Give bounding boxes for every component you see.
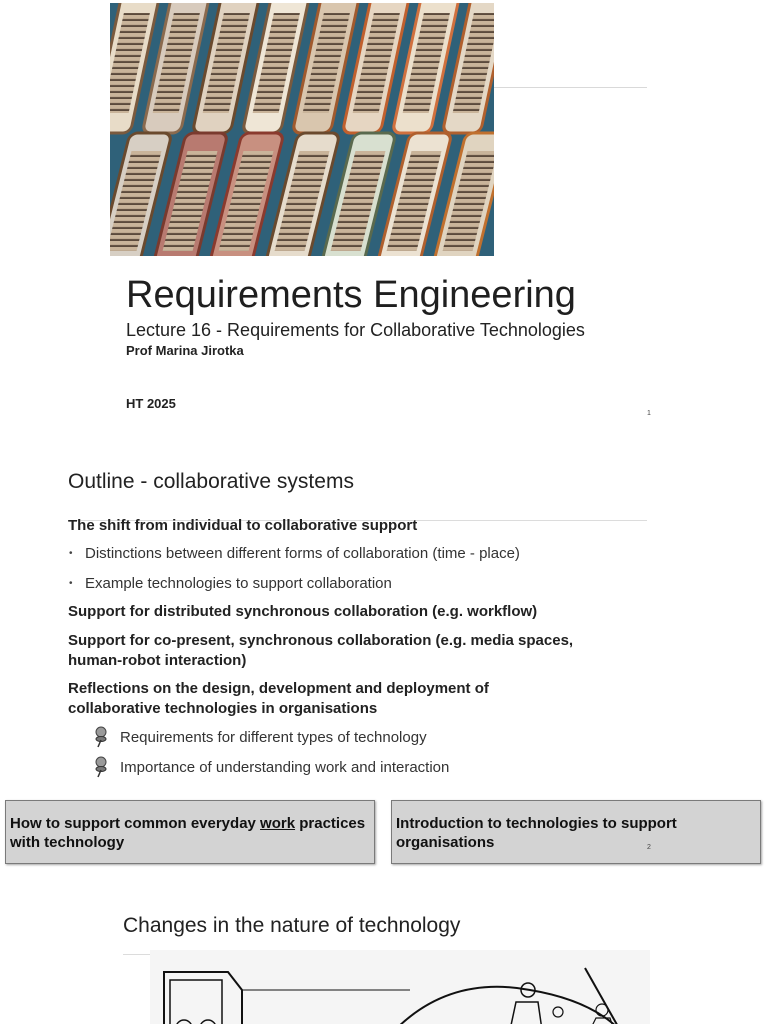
pin-bullet-text: Requirements for different types of technology [120,729,427,746]
sketch-illustration [150,950,650,1024]
pin-bullet [68,728,658,748]
bullet-dot-icon: • [69,578,73,589]
page-number: 2 [647,844,651,851]
pushpin-icon [93,756,109,784]
pin-bullet-text: Importance of understanding work and interaction [120,759,450,776]
punts-photo [110,3,494,256]
outline-list [68,516,658,778]
callout-text: How to support common everyday [10,815,261,832]
outline-heading: The shift from individual to collaborative support [68,517,418,534]
lecture-subtitle: Lecture 16 - Requirements for Collaborative Technologies [126,320,585,340]
presentation-title: Requirements Engineering [126,274,576,316]
slide-title: Changes in the nature of technology [123,914,461,937]
bullet-text: Example technologies to support collaboration [85,575,392,592]
outline-heading: Support for co-present, synchronous collaboration (e.g. media spaces, [68,632,574,649]
term-label: HT 2025 [126,396,176,411]
outline-heading: collaborative technologies in organisations [68,700,378,717]
line-drawing-image [150,950,650,1024]
page-number: 1 [647,410,651,417]
slide-outline [0,432,768,872]
callout-box-work-practices [5,800,375,864]
callout-underlined: work [260,815,296,832]
outline-heading: Support for distributed synchronous collaboration (e.g. workflow) [68,603,538,620]
callout-text: Introduction to technologies to support organisations [396,815,677,851]
bullet-dot-icon: • [69,548,73,559]
outline-bullet [68,574,658,594]
bullet-text: Distinctions between different forms of collaboration (time - place) [85,545,520,562]
pin-bullet [68,758,658,778]
outline-bullet [68,544,658,564]
header-rule [494,87,647,88]
callout-box-organisations [391,800,761,864]
outline-heading: human-robot interaction) [68,652,247,669]
pushpin-icon [93,726,109,754]
slide-changes [0,872,768,1024]
callout-text: practices with technology [10,815,366,851]
author-name: Prof Marina Jirotka [126,343,244,358]
slide-title: Outline - collaborative systems [68,470,354,493]
slide-title [0,0,768,432]
moored-boats-image [110,3,494,256]
outline-heading: Reflections on the design, development and deployment of [68,680,489,697]
title-rule [123,954,153,955]
